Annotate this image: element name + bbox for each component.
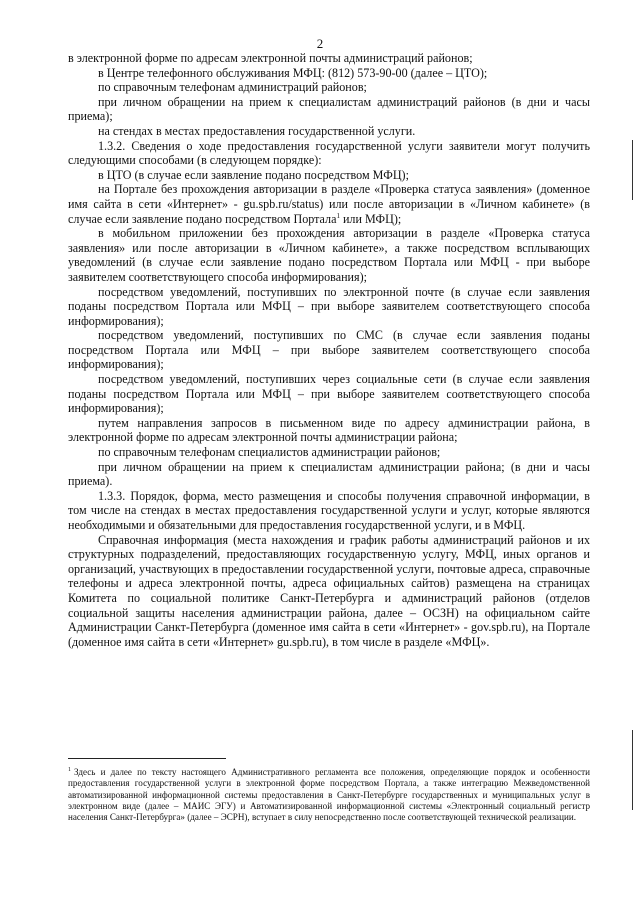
paragraph: в Центре телефонного обслуживания МФЦ: (812) 573-90-00 (далее – ЦТО); [98,65,488,80]
paragraph: в электронной форме по адресам электронной почты администраций районов; [68,51,473,65]
document-body [68,51,590,649]
scan-edge-mark [632,730,633,810]
paragraph: посредством уведомлений, поступивших по электронной почте (в случае если заявления поданы посредством Портала или МФЦ – при выборе заявителем соответствующего способа информирования); [68,284,590,328]
paragraph: при личном обращении на прием к специалистам администрации района; (в дни и часы приема). [68,459,590,489]
footnote-reference: 1 [336,211,340,220]
paragraph-portal-tail: или МФЦ); [339,211,402,226]
paragraph: в мобильном приложении без прохождения авторизации в разделе «Проверка статуса заявления» или после авторизации в «Личном кабинете», а также посредством всплывающих уведомлений (в случае если заявление подано посредством Портала или МФЦ - при выборе заявителем соответствующего способа информирования); [68,226,590,284]
section-1-3-2: 1.3.2. Сведения о ходе предоставления государственной услуги заявители могут получить следующими способами (в следующем порядке): [68,138,590,168]
paragraph: посредством уведомлений, поступивших через социальные сети (в случае если заявления поданы посредством Портала или МФЦ – при выборе заявителем соответствующего способа информирования); [68,372,590,416]
paragraph-portal [68,182,590,226]
paragraph-portal-text: на Портале без прохождения авторизации в разделе «Проверка статуса заявления» (доменное имя сайта в сети «Интернет» - gu.spb.ru/status) или после авторизации в «Личном кабинете» (в случае если заявление подано посредством Портала [68,182,590,226]
paragraph: в ЦТО (в случае если заявление подано посредством МФЦ); [98,167,409,182]
page-number: 2 [316,36,324,51]
paragraph: на стендах в местах предоставления государственной услуги. [98,123,416,138]
paragraph: путем направления запросов в письменном виде по адресу администрации района, в электронной форме по адресам электронной почты администрации района; [68,415,590,445]
footnote-marker: 1 [68,766,71,773]
paragraph: Справочная информация (места нахождения и график работы администраций районов и их структурных подразделений, предоставляющих государственную услугу, МФЦ, иных органов и организаций, участвующих в предоставлении государственной услуги, почтовые адреса, справочные телефоны и адреса электронной почты, адреса официальных сайтов) размещена на страницах Комитета по социальной политике Санкт-Петербурга и администраций районов (отделов социальной защиты населения администрации района, далее – ОСЗН) на официальном сайте Администрации Санкт-Петербурга (доменное имя сайта в сети «Интернет» - gov.spb.ru), на Портале (доменное имя сайта в сети «Интернет» gu.spb.ru), в том числе в разделе «МФЦ». [68,532,590,649]
paragraph: по справочным телефонам специалистов администрации районов; [98,445,441,460]
section-1-3-3: 1.3.3. Порядок, форма, место размещения и способы получения справочной информации, в том числе на стендах в местах предоставления государственной услуги и услуг, которые являются необходимыми и обязательными для предоставления государственной услуги, и в МФЦ. [68,488,590,532]
footnote [68,767,590,823]
scan-edge-mark [632,140,633,200]
footnote-text: Здесь и далее по тексту настоящего Административного регламента все положения, определяющие порядок и особенности предоставления государственной услуги в электронной форме посредством Портала, а также интеграцию Межведомственной автоматизированной информационной системы предоставления в Санкт-Петербурге государственных и муниципальных услуг в электронном виде (далее – МАИС ЭГУ) и Автоматизированной информационной системы «Электронный социальный регистр населения Санкт-Петербурга» (далее – ЭСРН), вступает в силу непосредственно после соответствующей технической реализации. [68,767,590,823]
footnote-divider [68,758,226,759]
paragraph: при личном обращении на прием к специалистам администраций районов (в дни и часы приема); [68,94,590,124]
paragraph: по справочным телефонам администраций районов; [98,80,367,95]
paragraph: посредством уведомлений, поступивших по СМС (в случае если заявления поданы посредством Портала или МФЦ – при выборе заявителем соответствующего способа информирования); [68,328,590,372]
